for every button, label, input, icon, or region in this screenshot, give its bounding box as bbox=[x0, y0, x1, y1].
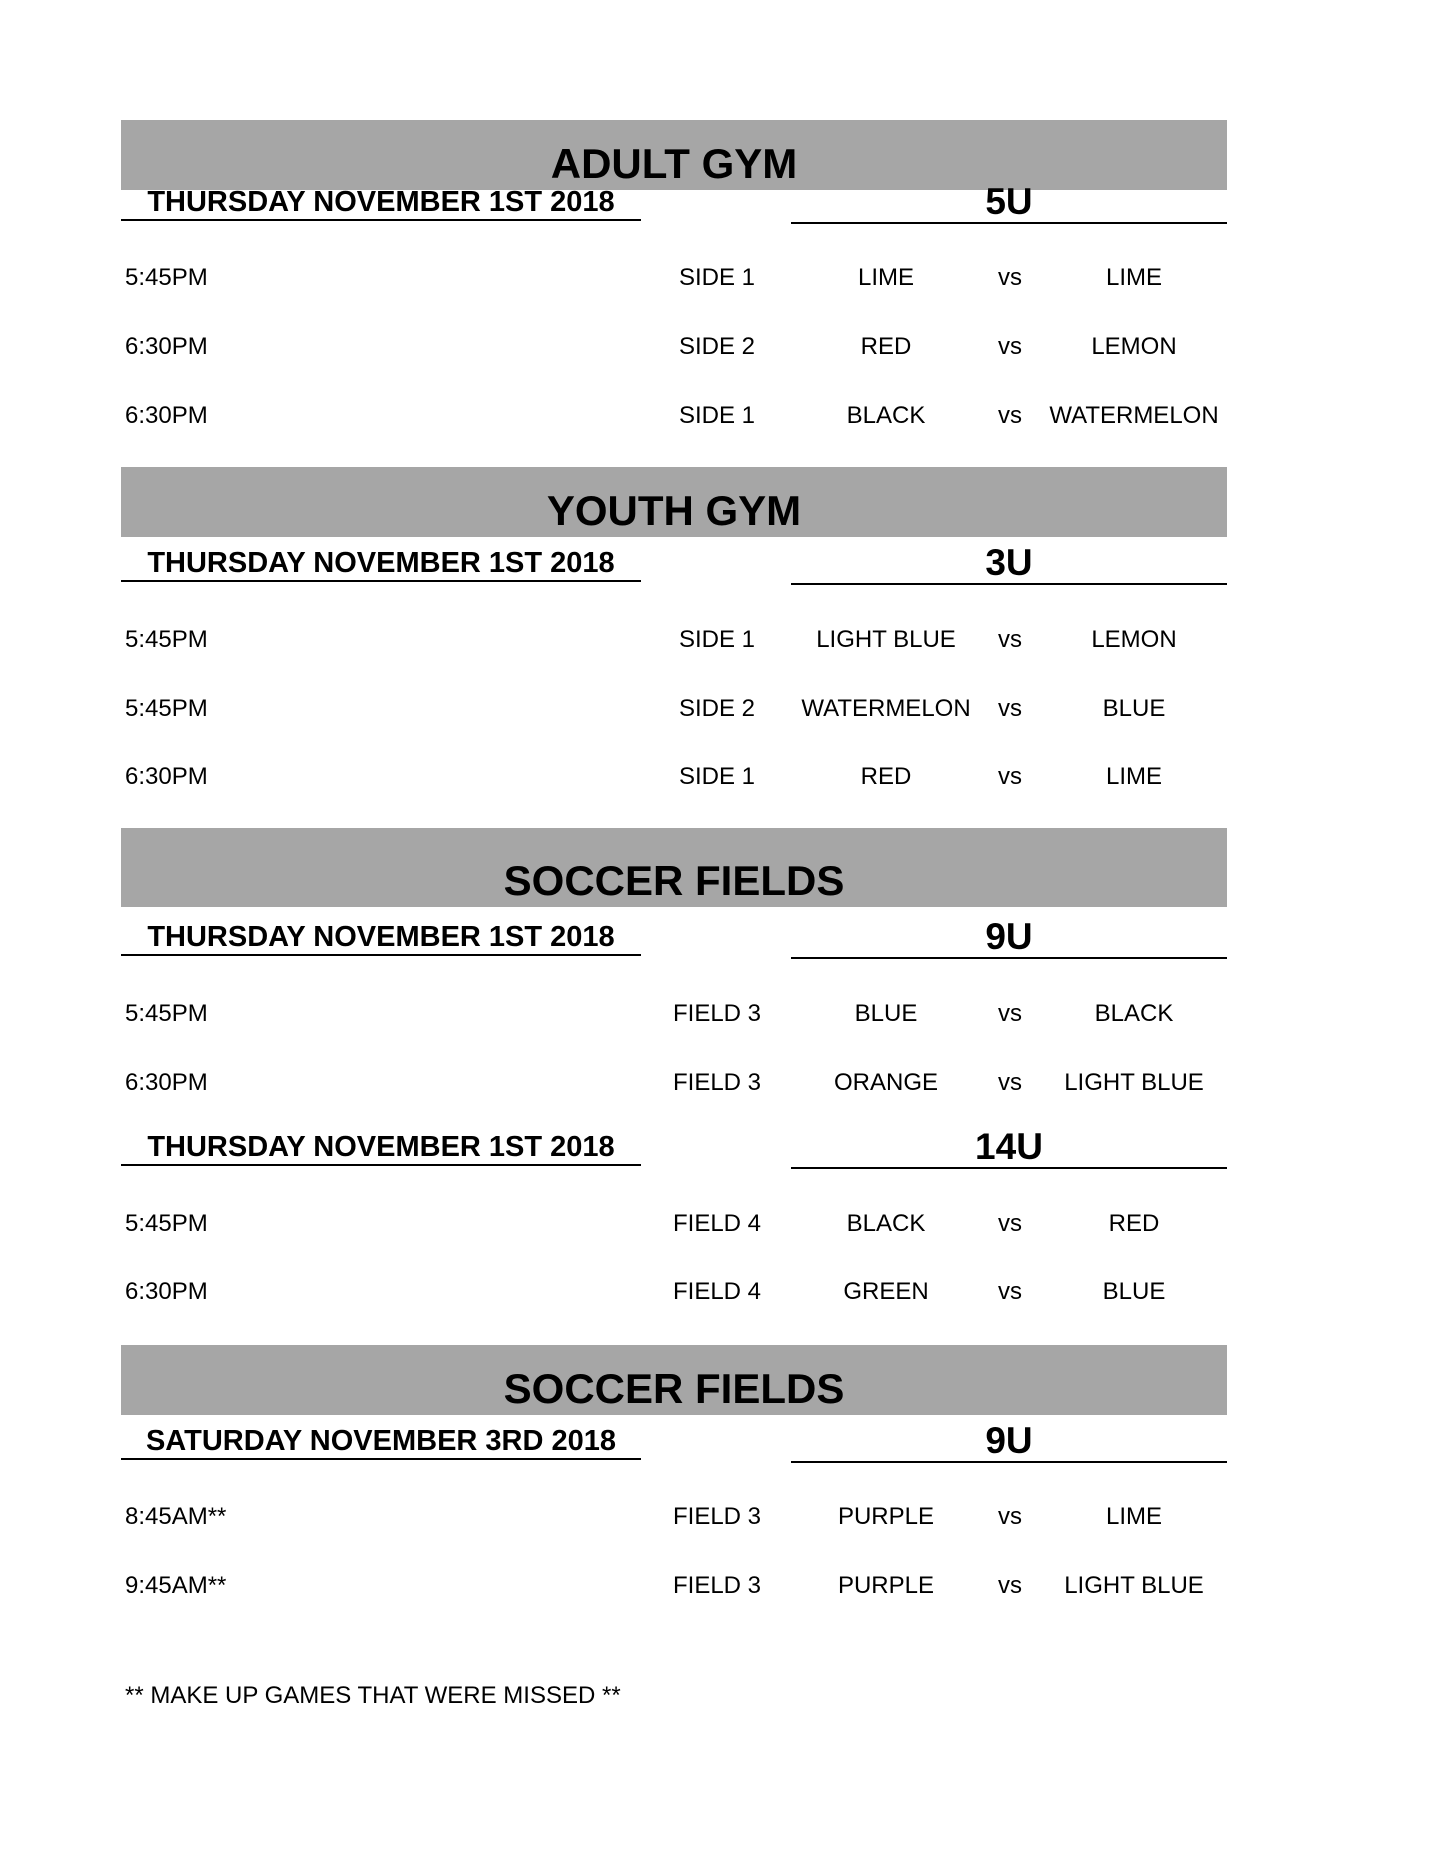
away-team: LEMON bbox=[1091, 333, 1177, 360]
game-time: 5:45PM bbox=[125, 1210, 208, 1237]
away-team: RED bbox=[1108, 1210, 1160, 1237]
game-row bbox=[0, 1502, 1439, 1532]
game-location: SIDE 2 bbox=[678, 333, 756, 360]
game-location: FIELD 3 bbox=[672, 1000, 762, 1027]
game-location: SIDE 1 bbox=[678, 763, 756, 790]
away-team: LIGHT BLUE bbox=[1064, 1069, 1204, 1096]
game-location: FIELD 3 bbox=[672, 1572, 762, 1599]
away-team: LIME bbox=[1105, 763, 1162, 790]
game-row bbox=[0, 694, 1439, 724]
home-team: WATERMELON bbox=[801, 695, 971, 722]
game-row bbox=[0, 263, 1439, 293]
section-title: YOUTH GYM bbox=[546, 487, 802, 534]
section-title: SOCCER FIELDS bbox=[503, 1365, 845, 1412]
game-time: 9:45AM** bbox=[125, 1572, 227, 1599]
versus-label: vs bbox=[998, 626, 1022, 653]
game-row bbox=[0, 625, 1439, 655]
home-team: ORANGE bbox=[833, 1069, 938, 1096]
schedule-date: SATURDAY NOVEMBER 3RD 2018 bbox=[121, 1424, 641, 1460]
game-time: 8:45AM** bbox=[125, 1503, 227, 1530]
game-location: SIDE 1 bbox=[678, 626, 756, 653]
division-label: 14U bbox=[791, 1127, 1227, 1169]
section-banner-adult-gym bbox=[121, 120, 1227, 190]
game-location: SIDE 2 bbox=[678, 695, 756, 722]
game-row bbox=[0, 999, 1439, 1029]
schedule-date: THURSDAY NOVEMBER 1ST 2018 bbox=[121, 920, 641, 956]
home-team: RED bbox=[860, 763, 912, 790]
versus-label: vs bbox=[998, 1572, 1022, 1599]
away-team: BLUE bbox=[1102, 695, 1166, 722]
game-location: FIELD 3 bbox=[672, 1503, 762, 1530]
game-time: 6:30PM bbox=[125, 1069, 208, 1096]
versus-label: vs bbox=[998, 695, 1022, 722]
game-time: 6:30PM bbox=[125, 763, 208, 790]
game-time: 6:30PM bbox=[125, 333, 208, 360]
versus-label: vs bbox=[998, 402, 1022, 429]
versus-label: vs bbox=[998, 1503, 1022, 1530]
schedule-date: THURSDAY NOVEMBER 1ST 2018 bbox=[121, 185, 641, 221]
game-location: SIDE 1 bbox=[678, 264, 756, 291]
home-team: LIGHT BLUE bbox=[816, 626, 956, 653]
section-banner-youth-gym bbox=[121, 467, 1227, 537]
game-time: 5:45PM bbox=[125, 695, 208, 722]
versus-label: vs bbox=[998, 264, 1022, 291]
division-label: 9U bbox=[791, 917, 1227, 959]
section-banner-soccer-fields bbox=[121, 828, 1227, 907]
away-team: LIGHT BLUE bbox=[1064, 1572, 1204, 1599]
home-team: BLUE bbox=[854, 1000, 918, 1027]
section-title: SOCCER FIELDS bbox=[503, 857, 845, 904]
away-team: LIME bbox=[1105, 264, 1162, 291]
game-row bbox=[0, 1209, 1439, 1239]
game-row bbox=[0, 762, 1439, 792]
game-time: 5:45PM bbox=[125, 264, 208, 291]
home-team: BLACK bbox=[846, 1210, 926, 1237]
division-label: 9U bbox=[791, 1421, 1227, 1463]
home-team: LIME bbox=[857, 264, 914, 291]
game-time: 6:30PM bbox=[125, 1278, 208, 1305]
section-banner-soccer-fields bbox=[121, 1345, 1227, 1415]
home-team: BLACK bbox=[846, 402, 926, 429]
game-row bbox=[0, 1068, 1439, 1098]
game-location: FIELD 4 bbox=[672, 1210, 762, 1237]
game-time: 6:30PM bbox=[125, 402, 208, 429]
footnote: ** MAKE UP GAMES THAT WERE MISSED ** bbox=[125, 1682, 621, 1709]
versus-label: vs bbox=[998, 333, 1022, 360]
game-time: 5:45PM bbox=[125, 626, 208, 653]
schedule-date: THURSDAY NOVEMBER 1ST 2018 bbox=[121, 1130, 641, 1166]
home-team: PURPLE bbox=[837, 1503, 935, 1530]
division-label: 3U bbox=[791, 543, 1227, 585]
game-row bbox=[0, 401, 1439, 431]
versus-label: vs bbox=[998, 1278, 1022, 1305]
game-row bbox=[0, 332, 1439, 362]
away-team: BLUE bbox=[1102, 1278, 1166, 1305]
game-location: SIDE 1 bbox=[678, 402, 756, 429]
versus-label: vs bbox=[998, 1000, 1022, 1027]
division-label: 5U bbox=[791, 182, 1227, 224]
away-team: WATERMELON bbox=[1049, 402, 1219, 429]
versus-label: vs bbox=[998, 1210, 1022, 1237]
away-team: BLACK bbox=[1094, 1000, 1174, 1027]
schedule-date: THURSDAY NOVEMBER 1ST 2018 bbox=[121, 546, 641, 582]
versus-label: vs bbox=[998, 763, 1022, 790]
home-team: GREEN bbox=[843, 1278, 929, 1305]
game-row bbox=[0, 1277, 1439, 1307]
game-location: FIELD 4 bbox=[672, 1278, 762, 1305]
section-title: ADULT GYM bbox=[550, 140, 798, 187]
home-team: RED bbox=[860, 333, 912, 360]
versus-label: vs bbox=[998, 1069, 1022, 1096]
game-row bbox=[0, 1571, 1439, 1601]
game-location: FIELD 3 bbox=[672, 1069, 762, 1096]
home-team: PURPLE bbox=[837, 1572, 935, 1599]
away-team: LEMON bbox=[1091, 626, 1177, 653]
away-team: LIME bbox=[1105, 1503, 1162, 1530]
game-time: 5:45PM bbox=[125, 1000, 208, 1027]
